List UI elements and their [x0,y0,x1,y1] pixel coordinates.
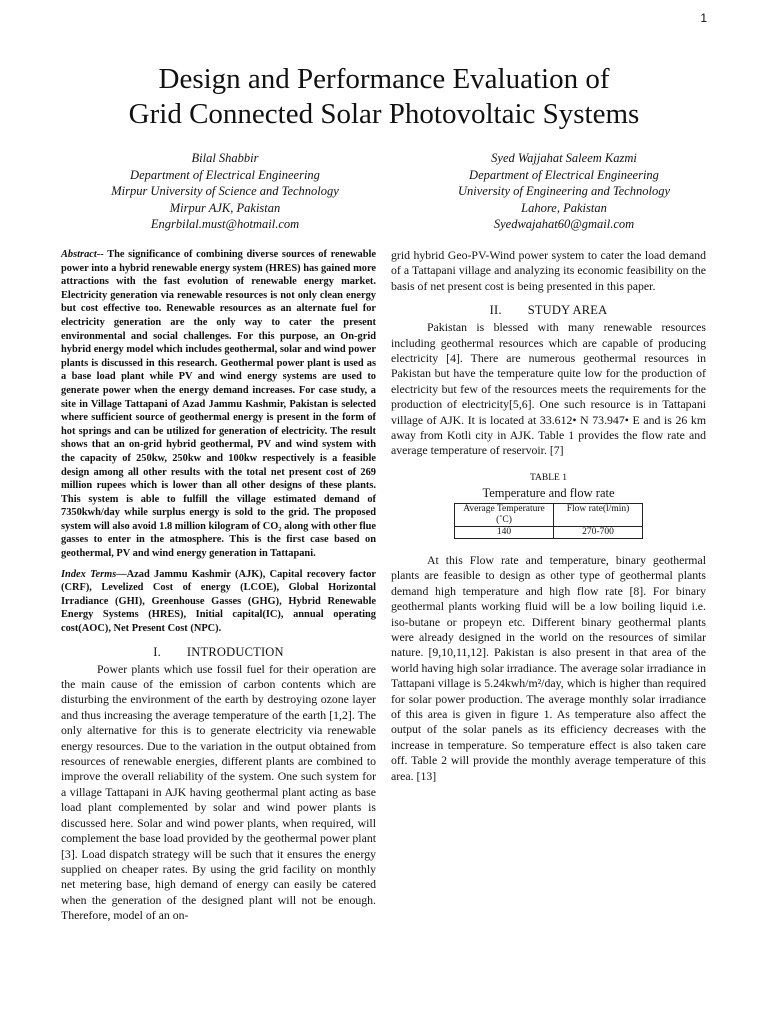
right-column [391,248,706,784]
table-title: Temperature and flow rate [482,485,615,500]
section-title: INTRODUCTION [186,644,284,659]
section-number: II. [489,303,502,318]
abstract-text: The significance of combining diverse sources of renewable power into a hybrid renewable energy system (HRES) has gained more attractions with the fast evolution of renewable energy market. Electricity generation via renewable resources is not only clean energy but cost effective too. Renewable resources as an alternate fuel for electricity generation are the only way to cater the present environmental and social challenges. For this purpose, an On-grid hybrid energy model which includes geothermal, solar and wind power plants is discussed in this research. Geothermal power plant is used as a base load plant while PV and wind energy systems are used to generate power when the energy demand increases. For case study, a site in Village Tattapani of Azad Jammu Kashmir, Pakistan is selected where sufficient source of geothermal energy is present in the form of hot springs and can be utilized for generation of electricity. The result shows that an on-grid hybrid geothermal, PV and wind system with the capacity of 250kw, 250kw and 100kw respectively is a feasible design among all other results with the total net present cost of 269 million rupees which is lower than all other designs of these plants. This system is able to fulfill the village estimated demand of 7350kwh/day while surplus energy is sold to the grid. The proposed system will also avoid 1.8 million kilogram of CO₂ along with other flue gasses to enter in the atmosphere. This is the first case based on geothermal, PV and wind energy generation in Tattapani. [61,249,376,560]
paper-title [0,62,768,132]
study-area-paragraph-1: Pakistan is blessed with many renewable resources including geothermal resources which are capable of producing electricity [4]. There are numerous geothermal resources in Pakistan but have the temperature quite low for the production of electricity but few of the resources meets the requirements for the production of electricity[5,6]. One such resource is in Tattapani village of AJK. It is located at 33.612• N 73.947• E and is 26 km away from Kotli city in AJK. Table 1 provides the flow rate and average temperature of reservoir. [7] [391,320,706,458]
abstract-label: Abstract-- [61,249,104,260]
section-number: I. [153,644,161,659]
abstract [61,248,376,561]
flow-rate-table [454,503,643,539]
author-location: Lahore, Pakistan [521,200,607,215]
table-header-row [455,503,643,526]
left-column [61,248,376,924]
author-email: Engrbilal.must@hotmail.com [150,217,300,232]
section-title: STUDY AREA [527,303,608,318]
page-number: 1 [700,11,707,25]
author-department: Department of Electrical Engineering [469,167,659,182]
table-cell: 140 [455,526,554,538]
index-terms [61,568,376,636]
author-2 [419,150,709,233]
author-department: Department of Electrical Engineering [130,167,320,182]
index-terms-text: —Azad Jammu Kashmir (AJK), Capital recovery factor (CRF), Levelized Cost of energy (LCOE), Global Horizontal Irradiance (GHI), Greenhouse Gasses (GHG), Hybrid Renewable Energy Systems (HRES), Initial capital(IC), annual operating cost(AOC), Net Present Cost (NPC). [61,568,377,635]
table-header-cell: Average Temperature (˚C) [455,503,554,526]
introduction-paragraph: Power plants which use fossil fuel for their operation are the main cause of the emission of carbon contents which are disturbing the environment of the earth by destroying ozone layer and thus increasing the average temperature of the earth [1,2]. The only alternative for this is to generate electricity via renewable energy resources. Due to the variation in the output obtained from resources of renewable energies, different plants are combined to improve the overall reliability of the system. One such system for a village Tattapani in AJK having geothermal plant acting as base load plant complemented by solar and wind power plants is discussed here. Solar and wind power plants, when required, will complement the base load provided by the geothermal power plant [3]. Load dispatch strategy will be such that it ensures the energy supplied on cheaper rates. By using the grid facility on monthly net metering base, high demand of energy can easily be catered when the generation of the designed plant will not be enough. Therefore, model of an on- [61,661,376,923]
study-area-paragraph-2: At this Flow rate and temperature, binary geothermal plants are feasible to design as other type of geothermal plants demand high temperature and high flow rate [8]. For binary geothermal plants working fluid will be a low boiling liquid i.e. iso-butane or propeyn etc. Different binary geothermal plants were already designed in the world on the resources of similar nature. [9,10,11,12]. Pakistan is also present in that area of the world having high solar irradiance. The average solar irradiance in Tattapani village is 5.24kwh/m²/day, which is higher than required for solar power production. The average monthly solar irradiance of this area is given in figure 1. As temperature also affect the output of the solar panels as its efficiency decreases with the increase in temperature. So temperature effect is also taken care off. Table 2 will provide the monthly average temperature of this area. [13] [391,552,706,783]
author-1 [80,150,370,233]
section-heading-introduction [61,645,376,660]
introduction-continuation: grid hybrid Geo-PV-Wind power system to cater the load demand of a Tattapani village and analyzing its economic feasibility on the basis of net present cost is being presented in this paper. [391,248,706,293]
section-heading-study-area [391,303,706,318]
author-institution: Mirpur University of Science and Technology [111,184,339,199]
title-line-2: Grid Connected Solar Photovoltaic Systems [128,98,640,130]
index-terms-label: Index Terms [61,568,117,580]
table-caption: TABLE 1 [530,472,567,483]
title-line-1: Design and Performance Evaluation of [158,63,610,95]
author-name: Bilal Shabbir [191,151,259,165]
author-institution: University of Engineering and Technology [457,184,670,199]
table-cell: 270-700 [554,526,643,538]
table-row [455,526,643,538]
author-name: Syed Wajjahat Saleem Kazmi [491,151,637,165]
table-header-cell: Flow rate(l/min) [554,503,643,526]
author-email: Syedwajahat60@gmail.com [493,217,635,232]
author-location: Mirpur AJK, Pakistan [169,200,281,215]
